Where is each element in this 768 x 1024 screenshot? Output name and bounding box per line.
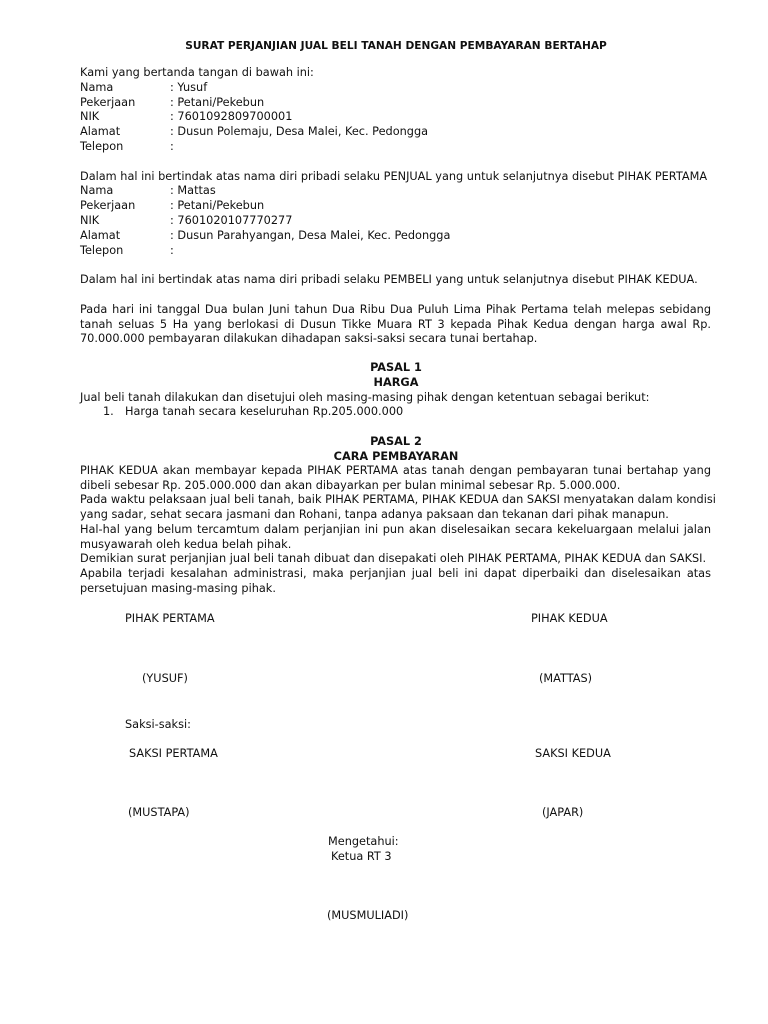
party2-row-nama xyxy=(80,184,216,199)
field-value: : Petani/Pekebun xyxy=(170,199,265,212)
ketua-name: (MUSMULIADI) xyxy=(327,909,409,922)
field-value: : xyxy=(170,140,174,153)
paragraph-line: Pada waktu pelaksaan jual beli tanah, baik PIHAK PERTAMA, PIHAK KEDUA dan SAKSI menyatakan dalam kondisi xyxy=(80,493,716,507)
field-label: NIK xyxy=(80,110,100,123)
field-value: : xyxy=(170,244,174,257)
pasal1-heading: PASAL 1 xyxy=(370,361,422,374)
paragraph-line: 70.000.000 pembayaran dilakukan dihadapan saksi-saksi secara tunai bertahap. xyxy=(80,332,538,346)
field-label: Nama xyxy=(80,184,114,197)
intro-text: Kami yang bertanda tangan di bawah ini: xyxy=(80,66,314,79)
field-value: : Dusun Parahyangan, Desa Malei, Kec. Pedongga xyxy=(170,229,451,242)
pasal1-text: Jual beli tanah dilakukan dan disetujui oleh masing-masing pihak dengan ketentuan sebagai berikut: xyxy=(80,391,650,404)
pihak-kedua-label: PIHAK KEDUA xyxy=(531,612,608,625)
list-number: 1. xyxy=(103,405,114,418)
field-value: : Petani/Pekebun xyxy=(170,96,265,109)
field-label: Telepon xyxy=(80,244,124,257)
ketua-label: Ketua RT 3 xyxy=(331,850,392,863)
pihak-pertama-name: (YUSUF) xyxy=(142,672,188,685)
field-label: Telepon xyxy=(80,140,124,153)
field-value: : 7601020107770277 xyxy=(170,214,293,227)
pasal1-list-item xyxy=(103,405,403,420)
paragraph-line: Apabila terjadi kesalahan administrasi, maka perjanjian jual beli ini dapat diperbaiki dan diselesaikan atas xyxy=(80,566,711,580)
party2-row-pekerjaan xyxy=(80,199,264,214)
paragraph-line: PIHAK KEDUA akan membayar kepada PIHAK PERTAMA atas tanah dengan pembayaran tunai bertahap yang xyxy=(80,464,711,477)
party2-row-telepon xyxy=(80,244,174,259)
field-value: : Yusuf xyxy=(170,81,208,94)
field-label: NIK xyxy=(80,214,100,227)
paragraph-line: musyawarah oleh kedua belah pihak. xyxy=(80,537,292,551)
pasal1-subheading: HARGA xyxy=(373,376,419,389)
field-value: : Mattas xyxy=(170,184,216,197)
party1-row-telepon xyxy=(80,140,174,155)
pasal2-heading: PASAL 2 xyxy=(370,435,422,448)
field-label: Alamat xyxy=(80,229,121,242)
saksi-heading: Saksi-saksi: xyxy=(125,718,191,731)
mengetahui-label: Mengetahui: xyxy=(328,835,399,848)
party1-row-nama xyxy=(80,81,207,96)
paragraph-line: persetujuan masing-masing pihak. xyxy=(80,581,276,595)
list-text: Harga tanah secara keseluruhan Rp.205.000.000 xyxy=(125,405,404,418)
party2-row-nik xyxy=(80,214,292,229)
saksi-kedua-name: (JAPAR) xyxy=(542,806,584,819)
paragraph-line: dibeli sebesar Rp. 205.000.000 dan akan dibayarkan per bulan minimal sebesar Rp. 5.000.000. xyxy=(80,478,621,492)
pihak-kedua-name: (MATTAS) xyxy=(539,672,593,685)
paragraph-line: yang sadar, sehat secara jasmani dan Rohani, tanpa adanya paksaan dan tekanan dari pihak manapun. xyxy=(80,508,669,522)
party1-row-alamat xyxy=(80,125,428,140)
field-label: Pekerjaan xyxy=(80,96,136,109)
party2-statement: Dalam hal ini bertindak atas nama diri pribadi selaku PEMBELI yang untuk selanjutnya disebut PIHAK KEDUA. xyxy=(80,273,698,286)
party1-row-pekerjaan xyxy=(80,96,264,111)
paragraph-line: Hal-hal yang belum tercamtum dalam perjanjian ini pun akan diselesaikan secara kekeluargaan melalui jalan xyxy=(80,522,711,536)
field-label: Alamat xyxy=(80,125,121,138)
party1-row-nik xyxy=(80,110,292,125)
paragraph-line: Demikian surat perjanjian jual beli tanah dibuat dan disepakati oleh PIHAK PERTAMA, PIHAK KEDUA dan SAKSI. xyxy=(80,552,707,566)
field-value: : 7601092809700001 xyxy=(170,110,293,123)
saksi-pertama-name: (MUSTAPA) xyxy=(128,806,190,819)
paragraph-line: Pada hari ini tanggal Dua bulan Juni tahun Dua Ribu Dua Puluh Lima Pihak Pertama telah melepas sebidang xyxy=(80,303,711,316)
saksi-pertama-label: SAKSI PERTAMA xyxy=(129,747,218,760)
field-label: Nama xyxy=(80,81,114,94)
pihak-pertama-label: PIHAK PERTAMA xyxy=(125,612,215,625)
document-title: SURAT PERJANJIAN JUAL BELI TANAH DENGAN PEMBAYARAN BERTAHAP xyxy=(185,40,607,52)
pasal2-subheading: CARA PEMBAYARAN xyxy=(333,450,459,463)
party2-row-alamat xyxy=(80,229,450,244)
opening-paragraph xyxy=(80,303,711,347)
saksi-kedua-label: SAKSI KEDUA xyxy=(535,747,611,760)
paragraph-line: tanah seluas 5 Ha yang berlokasi di Dusun Tikke Muara RT 3 kepada Pihak Kedua dengan harga awal Rp. xyxy=(80,317,711,331)
field-label: Pekerjaan xyxy=(80,199,136,212)
party1-statement: Dalam hal ini bertindak atas nama diri pribadi selaku PENJUAL yang untuk selanjutnya disebut PIHAK PERTAMA xyxy=(80,170,708,183)
pasal2-paragraph xyxy=(80,464,716,596)
field-value: : Dusun Polemaju, Desa Malei, Kec. Pedongga xyxy=(170,125,429,138)
